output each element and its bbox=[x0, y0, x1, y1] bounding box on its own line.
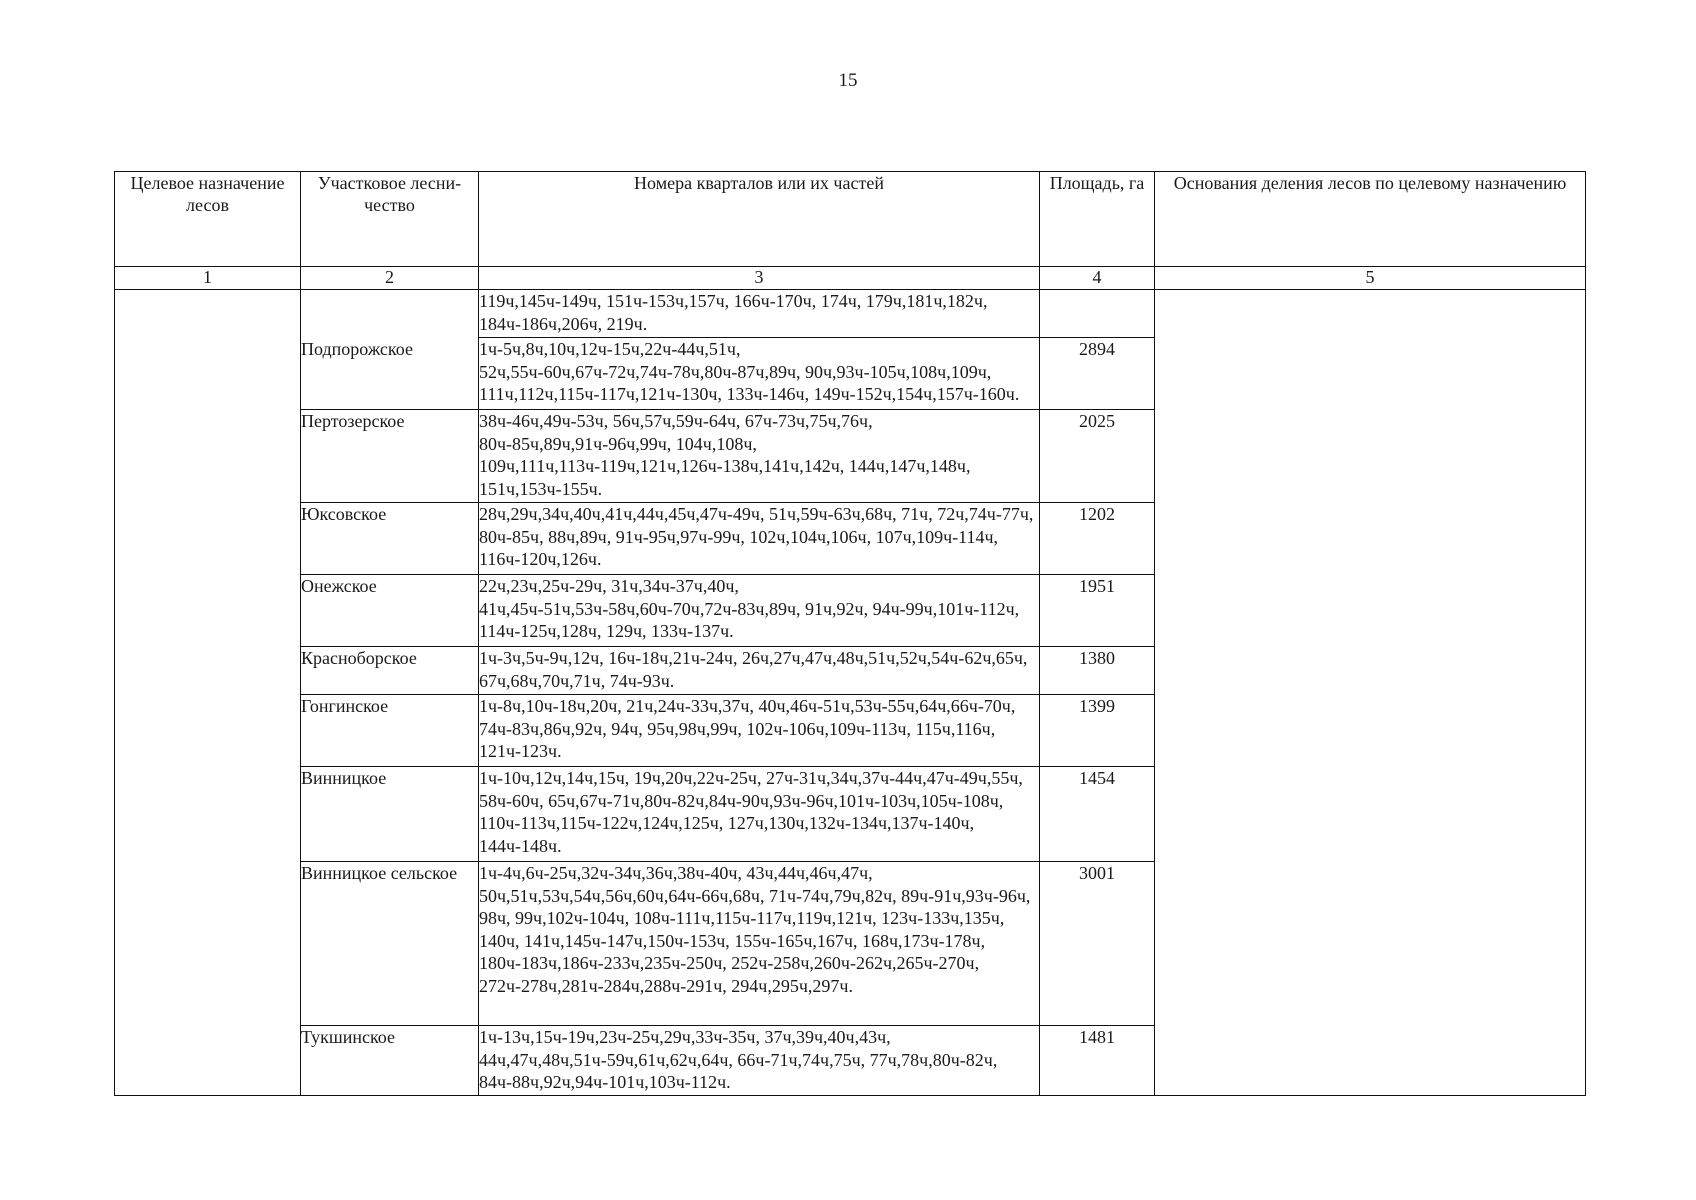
area-cell: 2025 bbox=[1040, 410, 1155, 503]
quarters-cell: 1ч-13ч,15ч-19ч,23ч-25ч,29ч,33ч-35ч, 37ч,39ч,40ч,43ч, 44ч,47ч,48ч,51ч-59ч,61ч,62ч,64ч, 66ч-71ч,74ч,75ч, 77ч,78ч,80ч-82ч, 84ч-88ч,92ч,94ч-101ч,103ч-112ч. bbox=[479, 1026, 1040, 1096]
area-cell: 1951 bbox=[1040, 575, 1155, 647]
quarters-cell: 1ч-3ч,5ч-9ч,12ч, 16ч-18ч,21ч-24ч, 26ч,27ч,47ч,48ч,51ч,52ч,54ч-62ч,65ч, 67ч,68ч,70ч,71ч, 74ч-93ч. bbox=[479, 647, 1040, 695]
area-cell bbox=[1040, 290, 1155, 338]
quarters-cell: 22ч,23ч,25ч-29ч, 31ч,34ч-37ч,40ч, 41ч,45ч-51ч,53ч-58ч,60ч-70ч,72ч-83ч,89ч, 91ч,92ч, 94ч-99ч,101ч-112ч, 114ч-125ч,128ч, 129ч, 133ч-137ч. bbox=[479, 575, 1040, 647]
column-number: 4 bbox=[1040, 267, 1155, 290]
area-cell: 1202 bbox=[1040, 503, 1155, 575]
header-quarters: Номера кварталов или их частей bbox=[479, 172, 1040, 267]
table-header-row bbox=[115, 172, 1586, 267]
quarters-cell: 38ч-46ч,49ч-53ч, 56ч,57ч,59ч-64ч, 67ч-73ч,75ч,76ч, 80ч-85ч,89ч,91ч-96ч,99ч, 104ч,108ч, 109ч,111ч,113ч-119ч,121ч,126ч-138ч,141ч,142ч, 144ч,147ч,148ч, 151ч,153ч-155ч. bbox=[479, 410, 1040, 503]
header-district: Участковое лесни-чество bbox=[301, 172, 479, 267]
district-cell: Гонгинское bbox=[301, 695, 479, 767]
district-cell: Пертозерское bbox=[301, 410, 479, 503]
column-number: 3 bbox=[479, 267, 1040, 290]
area-cell: 1399 bbox=[1040, 695, 1155, 767]
district-cell: Юксовское bbox=[301, 503, 479, 575]
district-cell: Красноборское bbox=[301, 647, 479, 695]
district-cell: Тукшинское bbox=[301, 1026, 479, 1096]
quarters-cell: 119ч,145ч-149ч, 151ч-153ч,157ч, 166ч-170ч, 174ч, 179ч,181ч,182ч, 184ч-186ч,206ч, 219ч. bbox=[479, 290, 1040, 338]
quarters-cell: 1ч-10ч,12ч,14ч,15ч, 19ч,20ч,22ч-25ч, 27ч-31ч,34ч,37ч-44ч,47ч-49ч,55ч, 58ч-60ч, 65ч,67ч-71ч,80ч-82ч,84ч-90ч,93ч-96ч,101ч-103ч,105ч-108ч, 110ч-113ч,115ч-122ч,124ч,125ч, 127ч,130ч,132ч-134ч,137ч-140ч, 144ч-148ч. bbox=[479, 767, 1040, 862]
header-basis: Основания деления лесов по целевому назначению bbox=[1155, 172, 1586, 267]
forest-division-table bbox=[114, 171, 1586, 1096]
area-cell: 2894 bbox=[1040, 338, 1155, 410]
header-area: Площадь, га bbox=[1040, 172, 1155, 267]
area-cell: 1481 bbox=[1040, 1026, 1155, 1096]
district-cell: Винницкое сельское bbox=[301, 862, 479, 1026]
area-cell: 3001 bbox=[1040, 862, 1155, 1026]
quarters-cell: 1ч-4ч,6ч-25ч,32ч-34ч,36ч,38ч-40ч, 43ч,44ч,46ч,47ч, 50ч,51ч,53ч,54ч,56ч,60ч,64ч-66ч,68ч, 71ч-74ч,79ч,82ч, 89ч-91ч,93ч-96ч, 98ч, 99ч,102ч-104ч, 108ч-111ч,115ч-117ч,119ч,121ч, 123ч-133ч,135ч, 140ч, 141ч,145ч-147ч,150ч-153ч, 155ч-165ч,167ч, 168ч,173ч-178ч, 180ч-183ч,186ч-233ч,235ч-250ч, 252ч-258ч,260ч-262ч,265ч-270ч, 272ч-278ч,281ч-284ч,288ч-291ч, 294ч,295ч,297ч. bbox=[479, 862, 1040, 1026]
page-number: 15 bbox=[838, 70, 858, 91]
quarters-cell: 28ч,29ч,34ч,40ч,41ч,44ч,45ч,47ч-49ч, 51ч,59ч-63ч,68ч, 71ч, 72ч,74ч-77ч, 80ч-85ч, 88ч,89ч, 91ч-95ч,97ч-99ч, 102ч,104ч,106ч, 107ч,109ч-114ч, 116ч-120ч,126ч. bbox=[479, 503, 1040, 575]
quarters-cell: 1ч-8ч,10ч-18ч,20ч, 21ч,24ч-33ч,37ч, 40ч,46ч-51ч,53ч-55ч,64ч,66ч-70ч, 74ч-83ч,86ч,92ч, 94ч, 95ч,98ч,99ч, 102ч-106ч,109ч-113ч, 115ч,116ч, 121ч-123ч. bbox=[479, 695, 1040, 767]
district-cell: Подпорожское bbox=[301, 338, 479, 410]
column-number-row bbox=[115, 267, 1586, 290]
area-cell: 1380 bbox=[1040, 647, 1155, 695]
quarters-cell: 1ч-5ч,8ч,10ч,12ч-15ч,22ч-44ч,51ч, 52ч,55ч-60ч,67ч-72ч,74ч-78ч,80ч-87ч,89ч, 90ч,93ч-105ч,108ч,109ч, 111ч,112ч,115ч-117ч,121ч-130ч, 133ч-146ч, 149ч-152ч,154ч,157ч-160ч. bbox=[479, 338, 1040, 410]
purpose-cell bbox=[115, 290, 301, 1096]
district-cell: Винницкое bbox=[301, 767, 479, 862]
table-row bbox=[115, 290, 1586, 338]
district-cell: Онежское bbox=[301, 575, 479, 647]
header-purpose: Целевое назначение лесов bbox=[115, 172, 301, 267]
district-cell bbox=[301, 290, 479, 338]
area-cell: 1454 bbox=[1040, 767, 1155, 862]
column-number: 1 bbox=[115, 267, 301, 290]
column-number: 5 bbox=[1155, 267, 1586, 290]
column-number: 2 bbox=[301, 267, 479, 290]
basis-cell bbox=[1155, 290, 1586, 1096]
